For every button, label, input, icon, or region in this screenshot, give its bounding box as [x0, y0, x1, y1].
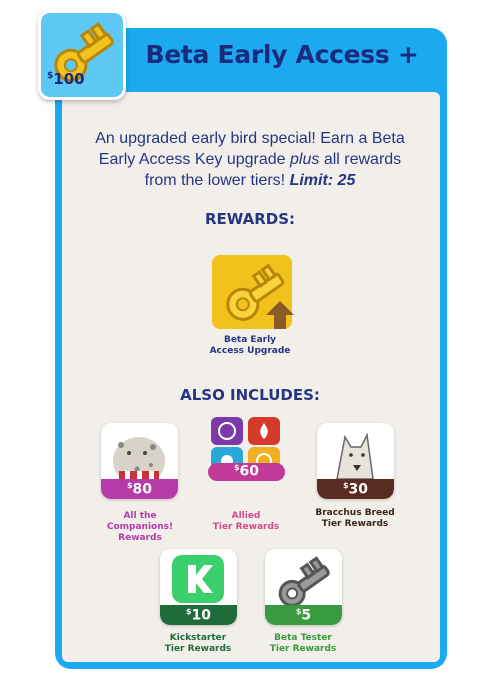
tier-tile-10: $10: [160, 549, 237, 625]
key-upgrade-icon: [210, 253, 294, 331]
tier-price: $100: [47, 70, 85, 88]
rewards-heading: REWARDS:: [204, 210, 296, 228]
tier-tile-5: $5: [265, 549, 342, 625]
also-includes-heading: ALSO INCLUDES:: [180, 386, 320, 404]
bracchus-wolf-icon: [317, 423, 394, 483]
snow-leopard-icon: [101, 423, 178, 483]
tier-tile-80: $80: [101, 423, 178, 499]
tier-label-80: All the Companions! Rewards: [106, 511, 174, 543]
silver-key-icon: [265, 549, 342, 609]
reward-label: Beta Early Access Upgrade: [209, 335, 291, 356]
tier-label-10: Kickstarter Tier Rewards: [164, 633, 232, 654]
tier-tile-60: $60: [208, 415, 285, 491]
tier-label-30: Bracchus Breed Tier Rewards: [315, 508, 395, 529]
tier-tile-30: $30: [317, 423, 394, 499]
tier-title: Beta Early Access +: [145, 40, 419, 69]
tier-description: An upgraded early bird special! Earn a Beta Early Access Key upgrade plus all rewards from the lower tiers! Limit: 25: [95, 130, 405, 189]
kickstarter-icon: [160, 549, 237, 609]
tier-label-5: Beta Tester Tier Rewards: [269, 633, 337, 654]
tier-label-60: Allied Tier Rewards: [212, 511, 280, 532]
reward-beta-key: [210, 253, 294, 331]
